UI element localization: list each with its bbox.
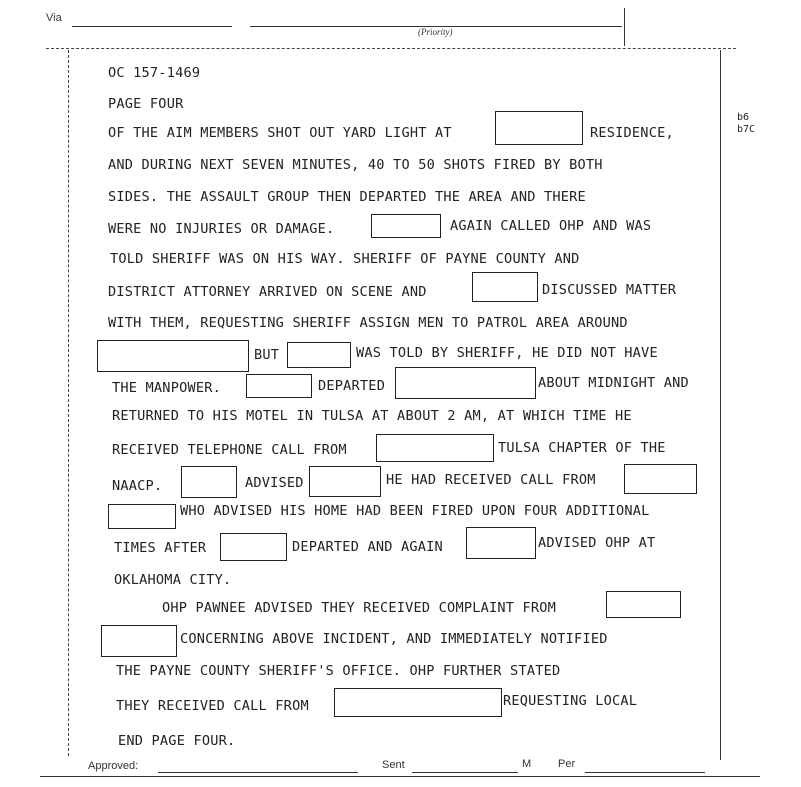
text-line: TOLD SHERIFF WAS ON HIS WAY. SHERIFF OF PAYNE COUNTY AND xyxy=(110,251,580,267)
redaction-box xyxy=(101,625,177,657)
redaction-box xyxy=(495,111,583,145)
text-line: AGAIN CALLED OHP AND WAS xyxy=(450,218,652,234)
redaction-box xyxy=(334,688,502,717)
redaction-box xyxy=(466,527,536,559)
text-line: ABOUT MIDNIGHT AND xyxy=(538,375,689,391)
text-line: DEPARTED xyxy=(318,378,386,394)
sent-line xyxy=(412,772,518,773)
text-line: NAACP. xyxy=(112,478,163,494)
bottom-rule xyxy=(40,776,760,777)
text-line: AND DURING NEXT SEVEN MINUTES, 40 TO 50 SHOTS FIRED BY BOTH xyxy=(108,157,603,173)
text-line: WAS TOLD BY SHERIFF, HE DID NOT HAVE xyxy=(356,345,658,361)
text-line: BUT xyxy=(254,347,280,363)
sent-label: Sent xyxy=(382,759,405,771)
via-label: Via xyxy=(46,12,62,24)
redaction-box xyxy=(376,434,494,462)
text-line: DEPARTED AND AGAIN xyxy=(292,539,443,555)
text-line: END PAGE FOUR. xyxy=(118,733,236,749)
via-line xyxy=(72,26,232,27)
text-line: RETURNED TO HIS MOTEL IN TULSA AT ABOUT 2 AM, AT WHICH TIME HE xyxy=(112,408,632,424)
approved-line xyxy=(158,772,358,773)
text-line: RESIDENCE, xyxy=(590,125,674,141)
text-line: SIDES. THE ASSAULT GROUP THEN DEPARTED THE AREA AND THERE xyxy=(108,189,586,205)
text-line: RECEIVED TELEPHONE CALL FROM xyxy=(112,442,347,458)
page-right-border xyxy=(720,50,721,760)
text-line: REQUESTING LOCAL xyxy=(503,693,638,709)
margin-code-b7c: b7C xyxy=(737,124,756,135)
text-line: THE MANPOWER. xyxy=(112,380,221,396)
text-line: TIMES AFTER xyxy=(114,540,207,556)
redaction-box xyxy=(371,214,441,238)
redaction-box xyxy=(246,374,312,398)
text-line: WHO ADVISED HIS HOME HAD BEEN FIRED UPON FOUR ADDITIONAL xyxy=(180,503,650,519)
per-label: Per xyxy=(558,758,576,770)
per-line xyxy=(585,772,705,773)
text-line: DISTRICT ATTORNEY ARRIVED ON SCENE AND xyxy=(108,284,427,300)
text-line: DISCUSSED MATTER xyxy=(542,282,677,298)
redaction-box xyxy=(287,342,351,368)
text-line: ADVISED xyxy=(245,475,304,491)
file-number: OC 157-1469 xyxy=(108,65,201,81)
text-line: ADVISED OHP AT xyxy=(538,535,656,551)
redaction-box xyxy=(606,591,681,618)
text-line: OHP PAWNEE ADVISED THEY RECEIVED COMPLAINT FROM xyxy=(162,600,557,616)
text-line: WERE NO INJURIES OR DAMAGE. xyxy=(108,221,335,237)
page-left-border xyxy=(68,50,69,756)
text-line: TULSA CHAPTER OF THE xyxy=(498,440,666,456)
redaction-box xyxy=(309,466,381,497)
page-label: PAGE FOUR xyxy=(108,96,184,112)
text-line: THE PAYNE COUNTY SHERIFF'S OFFICE. OHP FURTHER STATED xyxy=(116,663,561,679)
redaction-box xyxy=(395,367,536,399)
redaction-box xyxy=(97,340,249,372)
m-label: M xyxy=(522,758,532,770)
redaction-box xyxy=(181,466,237,498)
text-line: CONCERNING ABOVE INCIDENT, AND IMMEDIATELY NOTIFIED xyxy=(180,631,608,647)
text-line: WITH THEM, REQUESTING SHERIFF ASSIGN MEN TO PATROL AREA AROUND xyxy=(108,315,628,331)
redaction-box xyxy=(472,272,538,302)
redaction-box xyxy=(108,504,176,529)
text-line: THEY RECEIVED CALL FROM xyxy=(116,698,309,714)
redaction-box xyxy=(624,464,697,494)
text-line: OKLAHOMA CITY. xyxy=(114,572,232,588)
header-tick xyxy=(624,8,625,46)
text-line: OF THE AIM MEMBERS SHOT OUT YARD LIGHT AT xyxy=(108,125,452,141)
margin-code-b6: b6 xyxy=(737,112,750,123)
priority-label: (Priority) xyxy=(418,27,453,37)
text-line: HE HAD RECEIVED CALL FROM xyxy=(386,472,596,488)
redaction-box xyxy=(220,533,287,561)
approved-label: Approved: xyxy=(88,760,139,772)
page-top-border xyxy=(46,48,736,49)
